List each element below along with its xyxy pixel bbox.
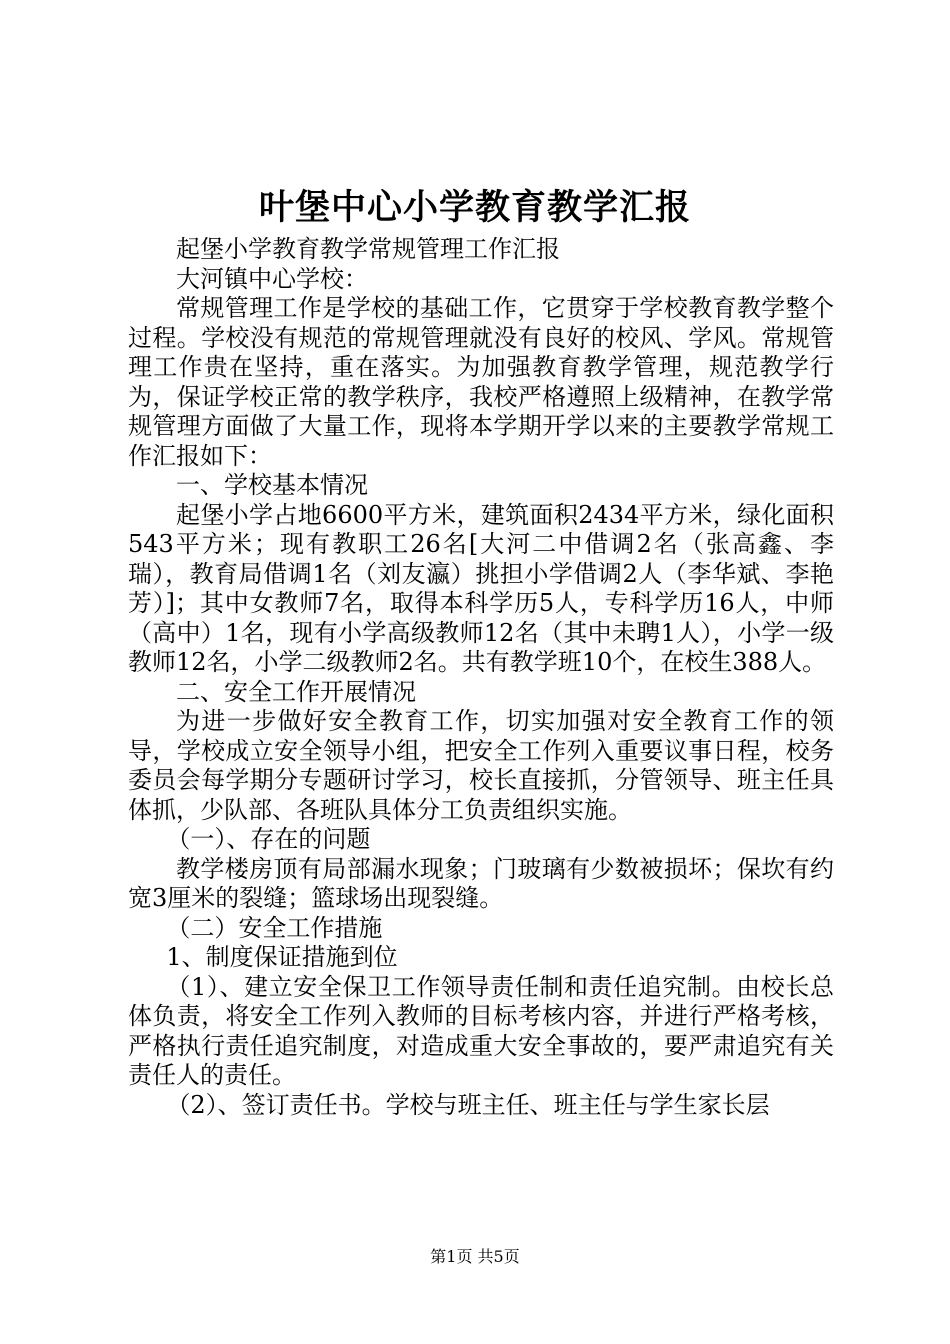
paragraph-intro: 常规管理工作是学校的基础工作，它贯穿于学校教育教学整个过程。学校没有规范的常规管理就没有良好的校风、学风。常规管理工作贵在坚持，重在落实。为加强教育教学管理，规范教学行为，保证学校正常的教学秩序，我校严格遵照上级精神，在教学常规管理方面做了大量工作，现将本学期开学以来的主要教学常规工作汇报如下： <box>128 294 834 470</box>
paragraph-school-info: 起堡小学占地6600平方米，建筑面积2434平方米，绿化面积543平方米；现有教职工26名[大河二中借调2名（张高鑫、李瑞），教育局借调1名（刘友瀛）挑担小学借调2人（李华斌、李艳芳）]；其中女教师7名，取得本科学历5人，专科学历16人，中师（高中）1名，现有小学高级教师12名（其中未聘1人），小学一级教师12名，小学二级教师2名。共有教学班10个，在校生388人。 <box>128 500 834 676</box>
paragraph-problems: 教学楼房顶有局部漏水现象；门玻璃有少数被损坏；保坎有约宽3厘米的裂缝；篮球场出现裂缝。 <box>128 854 834 912</box>
paragraph-item-1-1: （1）、建立安全保卫工作领导责任制和责任追究制。由校长总体负责，将安全工作列入教师的目标考核内容，并进行严格考核，严格执行责任追究制度，对造成重大安全事故的，要严肃追究有关责任人的责任。 <box>128 972 834 1089</box>
subsection-heading-problems: （一）、存在的问题 <box>166 825 371 853</box>
paragraph-item-1-2: （2）、签订责任书。学校与班主任、班主任与学生家长层 <box>166 1090 770 1119</box>
subsection-heading-measures: （二）安全工作措施 <box>166 913 383 942</box>
paragraph-addressee: 大河镇中心学校： <box>176 264 368 293</box>
document-body <box>128 235 834 1120</box>
document-title: 叶堡中心小学教育教学汇报 <box>258 187 691 228</box>
section-heading-2: 二、安全工作开展情况 <box>176 677 416 706</box>
page-footer: 第1页 共5页 <box>430 1247 520 1266</box>
paragraph-subtitle: 起堡小学教育教学常规管理工作汇报 <box>176 235 560 263</box>
paragraph-safety: 为进一步做好安全教育工作，切实加强对安全教育工作的领导，学校成立安全领导小组，把安全工作列入重要议事日程，校务委员会每学期分专题研讨学习，校长直接抓，分管领导、班主任具体抓，少队部、各班队具体分工负责组织实施。 <box>128 707 834 824</box>
item-heading-1: 1、制度保证措施到位 <box>166 943 398 971</box>
section-heading-1: 一、学校基本情况 <box>176 471 368 499</box>
